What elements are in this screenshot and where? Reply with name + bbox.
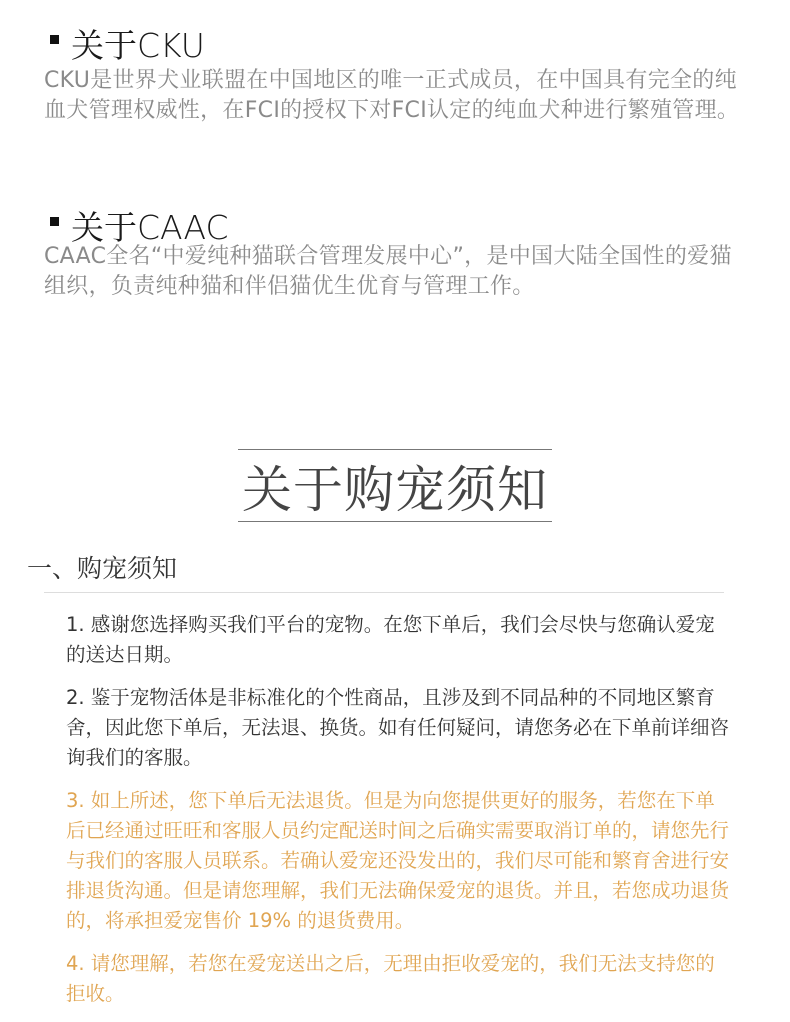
banner-title: 关于购宠须知: [242, 460, 548, 519]
about-cku-body: CKU是世界犬业联盟在中国地区的唯一正式成员，在中国具有完全的纯血犬管理权威性，在FCI的授权下对FCI认定的纯血犬种进行繁殖管理。: [44, 68, 740, 123]
about-cku-header: [50, 20, 205, 67]
purchase-notice-banner: [238, 449, 552, 522]
square-bullet-icon: [50, 217, 59, 226]
square-bullet-icon: [50, 35, 59, 44]
about-cku-title: 关于CKU: [71, 26, 205, 65]
notice-item-3: 3. 如上所述，您下单后无法退货。但是为向您提供更好的服务，若您在下单后已经通过旺旺和客服人员约定配送时间之后确实需要取消订单的，请您先行与我们的客服人员联系。若确认爱宠还没发出的，我们尽可能和繁育舍进行安排退货沟通。但是请您理解，我们无法确保爱宠的退货。并且，若您成功退货的，将承担爱宠售价 19% 的退货费用。: [66, 789, 730, 932]
about-caac-title: 关于CAAC: [71, 208, 229, 247]
notice-item-2: 2. 鉴于宠物活体是非标准化的个性商品，且涉及到不同品种的不同地区繁育舍，因此您下单后，无法退、换货。如有任何疑问，请您务必在下单前详细咨询我们的客服。: [66, 686, 730, 769]
notice-list: [66, 610, 731, 1022]
notice-item-4: 4. 请您理解，若您在爱宠送出之后，无理由拒收爱宠的，我们无法支持您的拒收。: [66, 952, 715, 1005]
notice-heading: 一、购宠须知: [27, 554, 178, 583]
about-caac-body: CAAC全名“中爱纯种猫联合管理发展中心”，是中国大陆全国性的爱猫组织，负责纯种猫和伴侣猫优生优育与管理工作。: [44, 244, 732, 299]
notice-item-1: 1. 感谢您选择购买我们平台的宠物。在您下单后，我们会尽快与您确认爱宠的送达日期。: [66, 613, 715, 666]
notice-divider: [44, 592, 724, 593]
